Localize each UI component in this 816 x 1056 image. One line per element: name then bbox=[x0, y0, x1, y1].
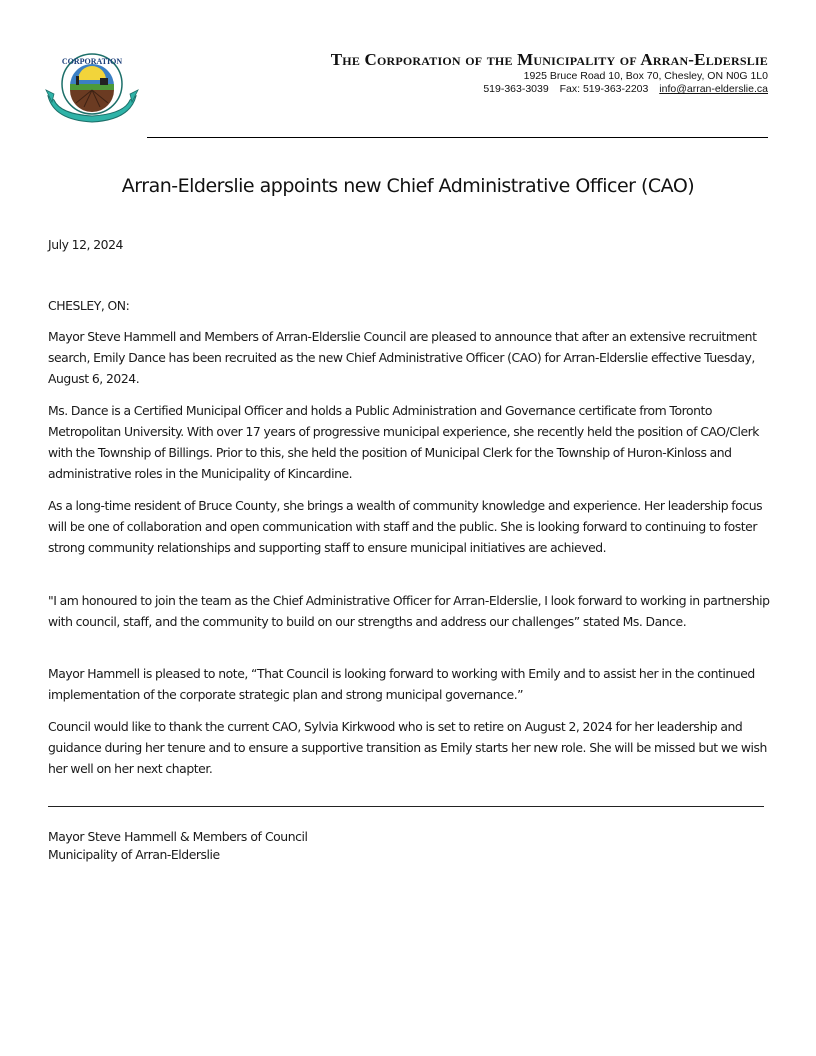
signature-line-2: Municipality of Arran-Elderslie bbox=[48, 847, 220, 862]
paragraph: Ms. Dance is a Certified Municipal Officer and holds a Public Administration and Governance certificate from Toronto Metropolitan University. With over 17 years of progressive municipal experience, she recently held the position of CAO/Clerk with the Township of Billings. Prior to this, she held the position of Municipal Clerk for the Township of Huron-Kinloss and administrative roles in the Municipality of Kincardine. bbox=[48, 403, 760, 481]
document-date: July 12, 2024 bbox=[48, 237, 123, 252]
municipal-crest-icon bbox=[44, 50, 140, 126]
paragraph-quote: Mayor Hammell is pleased to note, “That Council is looking forward to working with Emily and to assist her in the continued implementation of the corporate strategic plan and strong municipal governance.” bbox=[48, 666, 755, 702]
organization-name: The Corporation of the Municipality of Arran-Elderslie bbox=[330, 50, 768, 69]
letterhead bbox=[331, 50, 768, 96]
footer-divider bbox=[48, 806, 764, 807]
document-title: Arran-Elderslie appoints new Chief Administrative Officer (CAO) bbox=[121, 175, 695, 197]
phone-number: 519-363-3039 bbox=[483, 83, 549, 95]
crest-text: CORPORATION bbox=[61, 57, 123, 66]
signature-block bbox=[48, 828, 307, 864]
paragraph: Mayor Steve Hammell and Members of Arran-Elderslie Council are pleased to announce that after an extensive recruitment search, Emily Dance has been recruited as the new Chief Administrative Officer (CAO) for Arran-Elderslie effective Tuesday, August 6, 2024. bbox=[48, 329, 757, 386]
dateline: CHESLEY, ON: bbox=[48, 298, 130, 313]
paragraph-quote: "I am honoured to join the team as the Chief Administrative Officer for Arran-Elderslie, I look forward to working in partnership with council, staff, and the community to build on our strengths and address our challenges” stated Ms. Dance. bbox=[48, 593, 770, 629]
fax-number: Fax: 519-363-2203 bbox=[559, 83, 649, 95]
paragraph: Council would like to thank the current CAO, Sylvia Kirkwood who is set to retire on August 2, 2024 for her leadership and guidance during her tenure and to ensure a supportive transition as Emily starts her new role. She will be missed but we wish her well on her next chapter. bbox=[48, 719, 767, 776]
paragraph: As a long-time resident of Bruce County, she brings a wealth of community knowledge and experience. Her leadership focus will be one of collaboration and open communication with staff and the public. She is looking forward to continuing to foster strong community relationships and supporting staff to ensure municipal initiatives are achieved. bbox=[48, 498, 763, 555]
header-divider bbox=[147, 137, 768, 138]
signature-line-1: Mayor Steve Hammell & Members of Council bbox=[48, 829, 308, 844]
address: 1925 Bruce Road 10, Box 70, Chesley, ON N0G 1L0 bbox=[523, 70, 768, 82]
email-link[interactable]: info@arran-elderslie.ca bbox=[659, 83, 768, 95]
contact-line bbox=[331, 83, 768, 96]
